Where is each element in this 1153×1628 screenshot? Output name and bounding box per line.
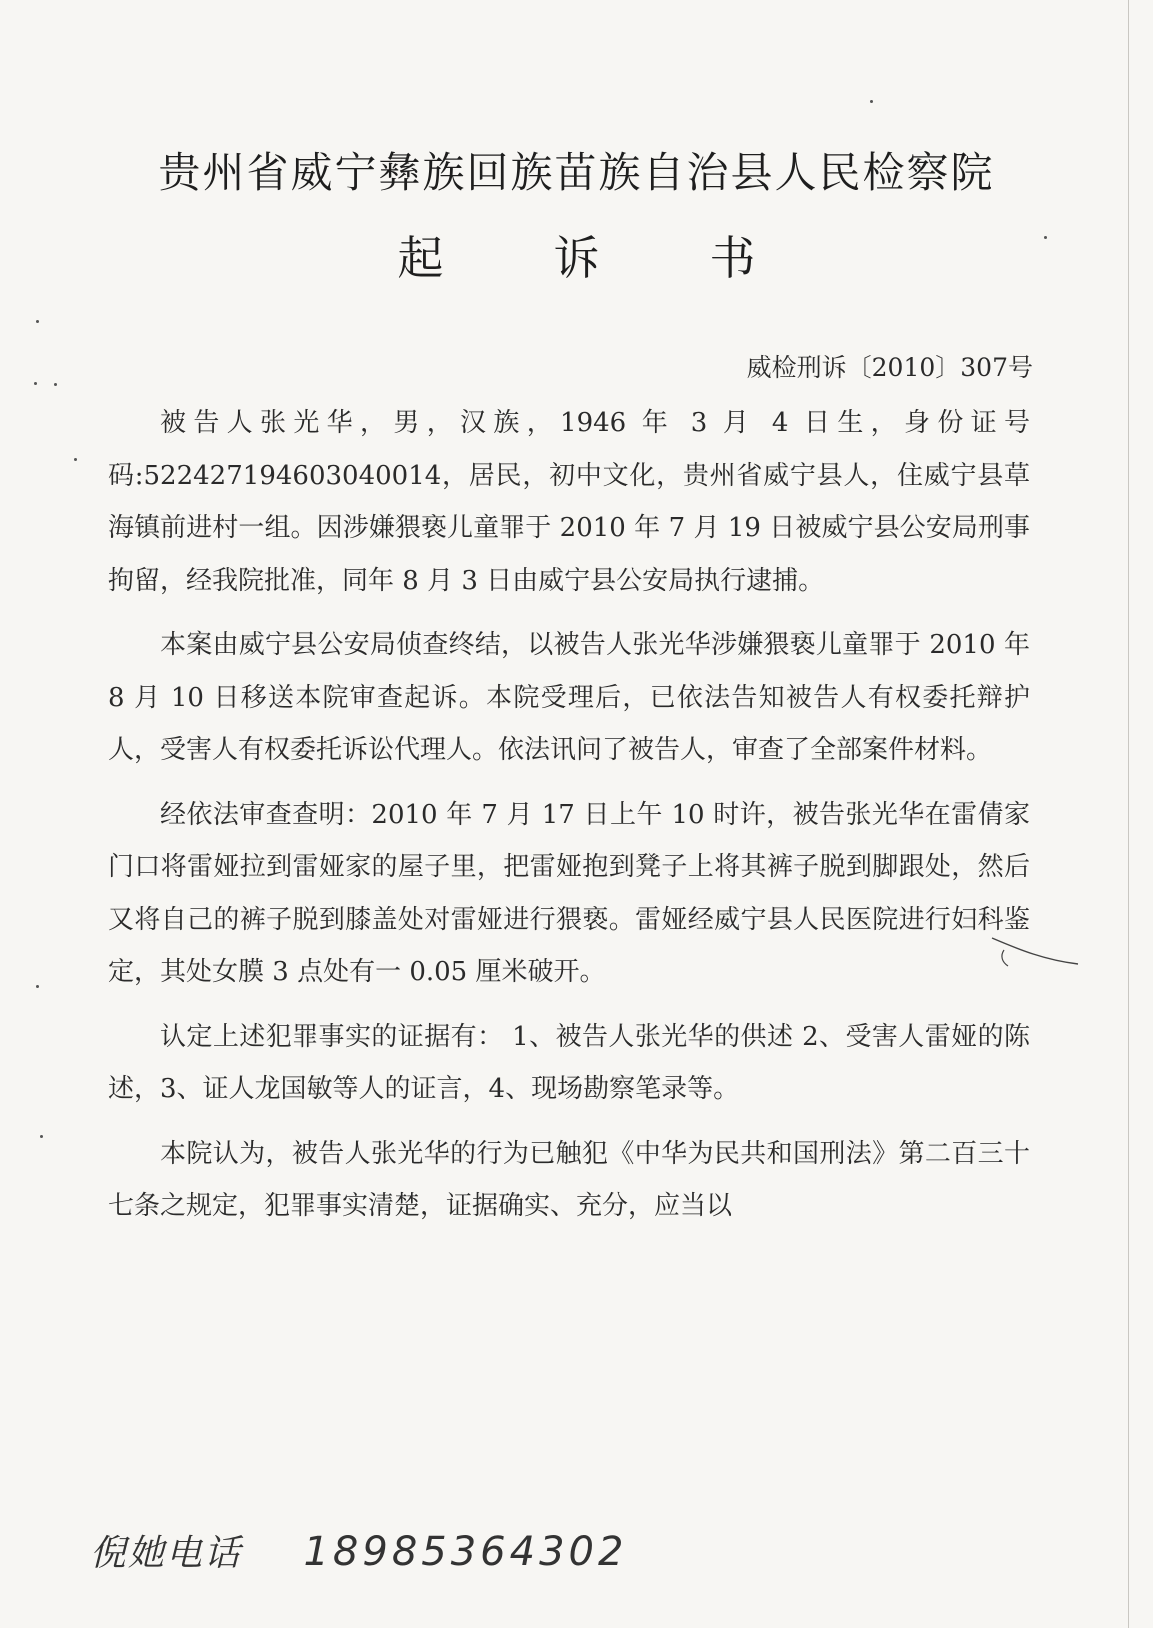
pen-mark <box>990 930 1080 970</box>
document-number: 威检刑诉〔2010〕307号 <box>746 353 1033 382</box>
handwritten-note <box>90 1525 627 1576</box>
handwritten-phone: 18985364302 <box>303 1529 628 1575</box>
issuer-title: 贵州省威宁彝族回族苗族自治县人民检察院 <box>158 148 995 197</box>
paragraph-evidence: 认定上述犯罪事实的证据有： 1、被告人张光华的供述 2、受害人雷娅的陈述，3、证人龙国敏等人的证言，4、现场勘察笔录等。 <box>108 1021 1030 1104</box>
scan-speck <box>36 320 39 323</box>
paragraph-case-transfer: 本案由威宁县公安局侦查终结，以被告人张光华涉嫌猥亵儿童罪于 2010 年 8 月 10 日移送本院审查起诉。本院受理后，已依法告知被告人有权委托辩护人，受害人有权委托诉讼代理人。依法讯问了被告人，审查了全部案件材料。 <box>108 630 1030 765</box>
scan-speck <box>870 100 873 103</box>
paragraph-opinion: 本院认为，被告人张光华的行为已触犯《中华为民共和国刑法》第二百三十七条之规定，犯罪事实清楚，证据确实、充分，应当以 <box>108 1138 1030 1221</box>
scan-speck <box>74 458 77 461</box>
paragraph-defendant: 被告人张光华，男，汉族，1946 年 3 月 4 日生，身份证号码:522427194603040014，居民，初中文化，贵州省威宁县人，住威宁县草海镇前进村一组。因涉嫌猥亵儿童罪于 2010 年 7 月 19 日被威宁县公安局刑事拘留，经我院批准，同年 8 月 3 日由威宁县公安局执行逮捕。 <box>108 408 1030 596</box>
paragraph-facts: 经依法审查查明：2010 年 7 月 17 日上午 10 时许，被告张光华在雷倩家门口将雷娅拉到雷娅家的屋子里，把雷娅抱到凳子上将其裤子脱到脚跟处，然后又将自己的裤子脱到膝盖处对雷娅进行猥亵。雷娅经威宁县人民医院进行妇科鉴定，其处女膜 3 点处有一 0.05 厘米破开。 <box>108 799 1030 987</box>
scan-speck <box>34 382 37 385</box>
document-title: 起诉书 <box>397 231 866 285</box>
document-body <box>108 397 1030 1233</box>
scan-speck <box>54 383 57 386</box>
scan-speck <box>40 1135 43 1138</box>
handwritten-label: 倪她电话 <box>90 1533 243 1574</box>
scan-speck <box>1044 236 1047 239</box>
scan-speck <box>36 985 39 988</box>
